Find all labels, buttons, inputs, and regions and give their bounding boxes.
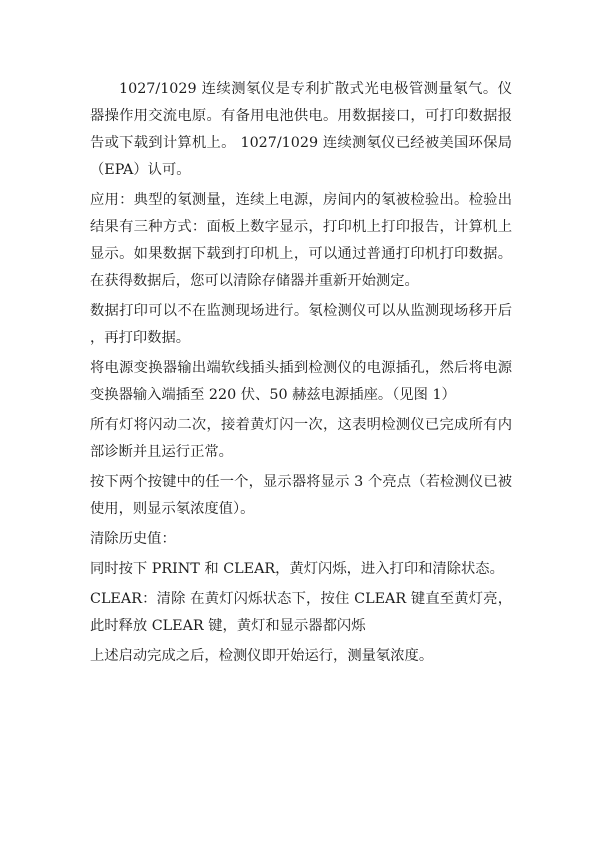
paragraph-print-clear: 同时按下 PRINT 和 CLEAR，黄灯闪烁，进入打印和清除状态。: [90, 561, 504, 577]
paragraph-diagnostics: 所有灯将闪动二次，接着黄灯闪一次，这表明检测仪已完成所有内部诊断并且运行正常。: [90, 417, 512, 460]
paragraph-clear-history-heading: 清除历史值：: [90, 531, 176, 547]
paragraph-print-offsite: 数据打印可以不在监测现场进行。氡检测仪可以从监测现场移开后，再打印数据。: [90, 303, 512, 346]
paragraph-startup-complete: 上述启动完成之后，检测仪即开始运行，测量氡浓度。: [90, 648, 434, 664]
paragraph-intro: 1027/1029 连续测氡仪是专利扩散式光电极管测量氡气。仪器操作用交流电原。有备用电池供电。用数据接口，可打印数据报告或下载到计算机上。 1027/1029 连续测氡仪已经被美国环保局（EPA）认可。: [90, 81, 512, 178]
paragraph-clear-procedure: CLEAR：清除 在黄灯闪烁状态下，按住 CLEAR 键直至黄灯亮，此时释放 CLEAR 键，黄灯和显示器都闪烁: [90, 591, 512, 634]
paragraph-power-connection: 将电源变换器输出端软线插头插到检测仪的电源插孔，然后将电源变换器输入端插至 220 伏、50 赫兹电源插座。（见图 1）: [90, 360, 512, 403]
paragraph-display: 按下两个按键中的任一个，显示器将显示 3 个亮点（若检测仪已被使用，则显示氡浓度值）。: [90, 474, 512, 517]
paragraph-application: 应用：典型的氡测量，连续上电源，房间内的氡被检验出。检验出结果有三种方式：面板上数字显示，打印机上打印报告，计算机上显示。如果数据下载到打印机上，可以通过普通打印机打印数据。在获得数据后，您可以清除存储器并重新开始测定。: [90, 192, 512, 289]
document-body: [90, 76, 512, 673]
